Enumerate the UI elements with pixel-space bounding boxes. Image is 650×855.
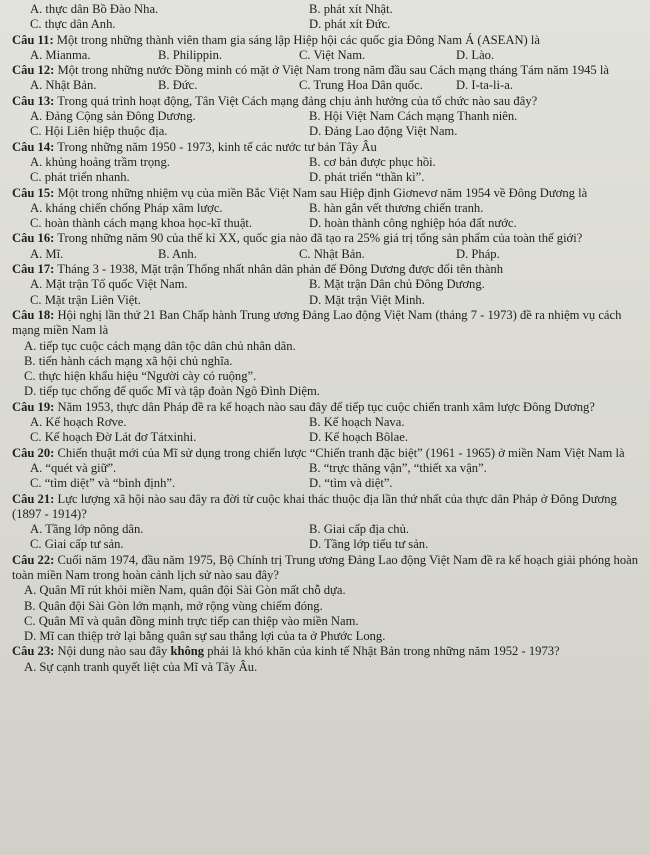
question-12 xyxy=(12,63,642,78)
option-b: B. cơ bản được phục hồi. xyxy=(309,154,436,169)
question-number: Câu 13: xyxy=(12,93,55,108)
option-d: D. Kế hoạch Bôlae. xyxy=(309,430,408,445)
question-number: Câu 11: xyxy=(12,32,54,47)
option-c: C. hoàn thành cách mạng khoa học-kĩ thuật. xyxy=(30,216,253,231)
question-text: Một trong những thành viên tham gia sáng lập Hiệp hội các quốc gia Đông Nam Á (ASEAN) là xyxy=(56,32,540,47)
option-c: C. “tìm diệt” và “bình định”. xyxy=(30,476,176,491)
option-d: D. phát triển “thần kì”. xyxy=(309,170,425,185)
option-c: C. Việt Nam. xyxy=(299,47,366,62)
question-13 xyxy=(12,94,642,109)
question-text-pre: Nội dung nào sau đây xyxy=(57,644,171,659)
options-row xyxy=(12,17,642,32)
option-b: B. “trực thăng vận”, “thiết xa vận”. xyxy=(309,460,487,475)
option-b: B. tiến hành cách mạng xã hội chủ nghĩa. xyxy=(24,353,233,368)
option-b: B. phát xít Nhật. xyxy=(309,2,393,16)
option-c: C. thực dân Anh. xyxy=(30,17,116,32)
option-d: D. Đảng Lao động Việt Nam. xyxy=(309,124,458,139)
question-21 xyxy=(12,492,642,523)
option-c: C. thực hiện khẩu hiệu “Người cày có ruộng”. xyxy=(24,369,257,384)
question-14 xyxy=(12,140,642,155)
question-text: Một trong những nước Đồng minh có mặt ở Việt Nam trong năm đầu sau Cách mạng tháng Tám năm 1945 là xyxy=(57,63,609,78)
question-text-post: phải là khó khăn của kinh tế Nhật Bản trong những năm 1952 - 1973? xyxy=(204,644,560,659)
option-a: A. “quét và giữ”. xyxy=(30,460,117,475)
question-16 xyxy=(12,231,642,246)
option-d: D. tiếp tục chống đế quốc Mĩ và tập đoàn Ngô Đình Diệm. xyxy=(24,384,320,399)
options-row xyxy=(12,170,642,185)
options-row xyxy=(12,277,642,292)
option-d: D. Mĩ can thiệp trở lại bằng quân sự sau thắng lợi của ta ở Phước Long. xyxy=(24,629,386,644)
options-row xyxy=(12,216,642,231)
options-row xyxy=(12,124,642,139)
option-b: B. Hội Việt Nam Cách mạng Thanh niên. xyxy=(309,109,518,124)
option-a: A. Nhật Bản. xyxy=(30,78,97,93)
option-d: D. Mặt trận Việt Minh. xyxy=(309,292,425,307)
option-d: D. Pháp. xyxy=(456,246,500,261)
options-row xyxy=(12,109,642,124)
question-number: Câu 14: xyxy=(12,139,55,154)
question-number: Câu 21: xyxy=(12,491,55,506)
question-number: Câu 16: xyxy=(12,231,55,246)
question-number: Câu 19: xyxy=(12,399,55,414)
option-a: A. Mặt trận Tổ quốc Việt Nam. xyxy=(30,277,188,292)
question-number: Câu 12: xyxy=(12,63,55,78)
option-a: A. Mianma. xyxy=(30,47,91,62)
option-b: B. Mặt trận Dân chủ Đông Dương. xyxy=(309,277,485,292)
options-row xyxy=(12,537,642,552)
question-number: Câu 22: xyxy=(12,552,55,567)
question-number: Câu 18: xyxy=(12,307,55,322)
option-a: A. Quân Mĩ rút khỏi miền Nam, quân đội Sài Gòn mất chỗ dựa. xyxy=(24,583,346,598)
question-number: Câu 15: xyxy=(12,185,55,200)
question-11 xyxy=(12,33,642,48)
question-number: Câu 17: xyxy=(12,262,55,277)
options-row xyxy=(12,247,642,262)
option-c: C. Hội Liên hiệp thuộc địa. xyxy=(30,124,168,139)
option-a: A. Sự cạnh tranh quyết liệt của Mĩ và Tây Âu. xyxy=(24,659,258,674)
options-row xyxy=(12,476,642,491)
options-row xyxy=(12,430,642,445)
question-20 xyxy=(12,446,642,461)
option-c: C. Nhật Bản. xyxy=(299,246,365,261)
option-b: B. Quân đội Sài Gòn lớn mạnh, mở rộng vùng chiếm đóng. xyxy=(24,598,323,613)
option-a: A. Mĩ. xyxy=(30,246,64,261)
question-text: Trong những năm 1950 - 1973, kinh tế các nước tư bản Tây Âu xyxy=(57,139,377,154)
options-row xyxy=(12,293,642,308)
option-b: B. Giai cấp địa chủ. xyxy=(309,522,410,537)
option-d: D. Lào. xyxy=(456,47,495,62)
options-row xyxy=(12,78,642,93)
option-a: A. Đảng Cộng sản Đông Dương. xyxy=(30,109,196,124)
option-d: D. hoàn thành công nghiệp hóa đất nước. xyxy=(309,216,517,231)
option-a: A. thực dân Bồ Đào Nha. xyxy=(30,2,159,16)
option-d: D. I-ta-li-a. xyxy=(456,78,513,93)
option-c: C. Mặt trận Liên Việt. xyxy=(30,292,141,307)
options-row xyxy=(12,522,642,537)
question-18 xyxy=(12,308,642,339)
question-emphasis: không xyxy=(170,644,205,659)
option-c: C. Quân Mĩ và quân đồng minh trực tiếp can thiệp vào miền Nam. xyxy=(24,613,359,628)
option-b: B. Philippin. xyxy=(158,47,223,62)
option-b: B. Kế hoạch Nava. xyxy=(309,415,405,430)
question-text: Lực lượng xã hội nào sau đây ra đời từ cuộc khai thác thuộc địa lần thứ nhất của thực dân Pháp ở Đông Dương (1897 - 1914)? xyxy=(12,491,617,521)
options-row xyxy=(12,201,642,216)
option-d: D. phát xít Đức. xyxy=(309,17,391,32)
question-text: Chiến thuật mới của Mĩ sử dụng trong chiến lược “Chiến tranh đặc biệt” (1961 - 1965) ở miền Nam Việt Nam là xyxy=(57,445,625,460)
option-b: B. Anh. xyxy=(158,246,197,261)
option-d: D. “tìm và diệt”. xyxy=(309,476,393,491)
option-b: B. hàn gắn vết thương chiến tranh. xyxy=(309,200,484,215)
question-number: Câu 20: xyxy=(12,445,55,460)
options-row xyxy=(12,155,642,170)
option-c: C. phát triển nhanh. xyxy=(30,170,130,185)
question-text: Một trong những nhiệm vụ của miền Bắc Việt Nam sau Hiệp định Giơnevơ năm 1954 về Đông Dương là xyxy=(57,185,588,200)
question-text: Trong những năm 90 của thế kỉ XX, quốc gia nào đã tạo ra 25% giá trị tổng sản phẩm của toàn thế giới? xyxy=(57,231,583,246)
options-row xyxy=(12,48,642,63)
question-15 xyxy=(12,186,642,201)
question-19 xyxy=(12,400,642,415)
option-c: C. Giai cấp tư sản. xyxy=(30,537,124,552)
question-text: Hội nghị lần thứ 21 Ban Chấp hành Trung ương Đảng Lao động Việt Nam (tháng 7 - 1973) đề ra nhiệm vụ cách mạng miền Nam là xyxy=(12,307,622,338)
option-a: A. khủng hoảng trầm trọng. xyxy=(30,154,170,169)
options-row xyxy=(12,2,642,17)
option-a: A. Tầng lớp nông dân. xyxy=(30,522,144,537)
question-22 xyxy=(12,553,642,584)
options-row xyxy=(12,415,642,430)
question-17 xyxy=(12,262,642,277)
question-text: Trong quá trình hoạt động, Tân Việt Cách mạng đảng chịu ảnh hưởng của tổ chức nào sau đây? xyxy=(57,93,538,108)
question-number: Câu 23: xyxy=(12,644,55,659)
question-text: Năm 1953, thực dân Pháp đề ra kế hoạch nào sau đây để tiếp tục cuộc chiến tranh xâm lược Đông Dương? xyxy=(57,399,595,414)
question-text: Tháng 3 - 1938, Mặt trận Thống nhất nhân dân phản đế Đông Dương được đổi tên thành xyxy=(57,262,504,277)
option-c: C. Trung Hoa Dân quốc. xyxy=(299,78,423,93)
option-d: D. Tầng lớp tiểu tư sản. xyxy=(309,537,429,552)
option-b: B. Đức. xyxy=(158,78,198,93)
option-c: C. Kế hoạch Đờ Lát đơ Tátxinhi. xyxy=(30,430,197,445)
option-a: A. Kế hoạch Rơve. xyxy=(30,415,127,430)
options-row xyxy=(12,461,642,476)
question-23 xyxy=(12,644,642,659)
question-text: Cuối năm 1974, đầu năm 1975, Bộ Chính trị Trung ương Đảng Lao động Việt Nam đề ra kế hoạch giải phóng hoàn toàn miền Nam trong hoàn cảnh lịch sử nào sau đây? xyxy=(12,552,639,582)
option-a: A. kháng chiến chống Pháp xâm lược. xyxy=(30,200,223,215)
option-a: A. tiếp tục cuộc cách mạng dân tộc dân chủ nhân dân. xyxy=(24,338,296,353)
